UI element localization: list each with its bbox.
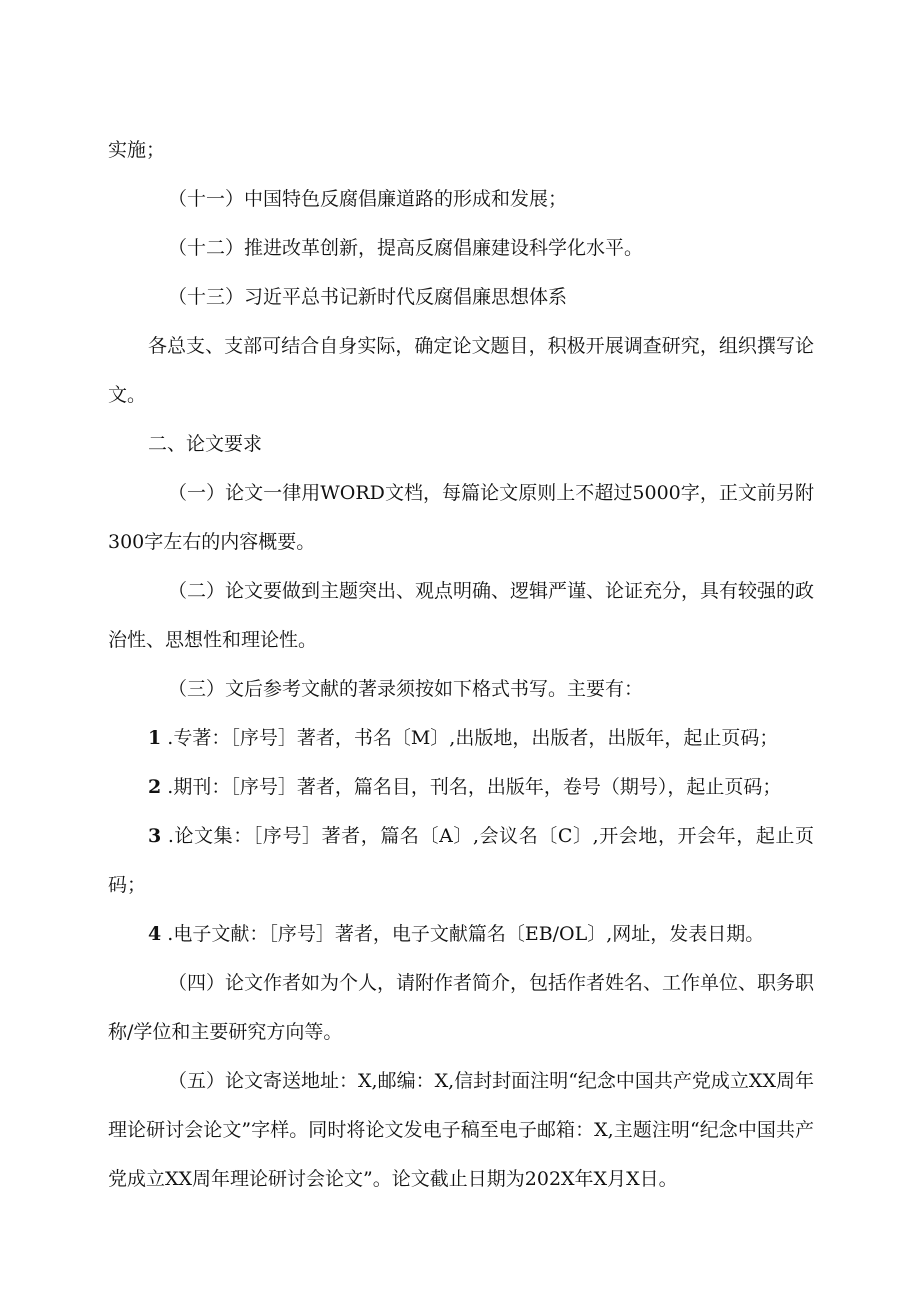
reference-text: .论文集：［序号］著者，篇名〔A〕,会议名〔C〕,开会地，开会年，起止页码； xyxy=(108,825,814,896)
reference-text: .电子文献：［序号］著者，电子文献篇名〔EB/OL〕,网址，发表日期。 xyxy=(167,923,765,945)
reference-text: .专著：［序号］著者，书名〔M〕,出版地，出版者，出版年，起止页码； xyxy=(167,727,779,749)
paragraph-instruction: 各总支、支部可结合自身实际，确定论文题目，积极开展调查研究，组织撰写论文。 xyxy=(108,335,814,406)
paragraph-continuation: 实施； xyxy=(108,139,166,161)
reference-format-3 xyxy=(108,812,814,910)
list-item-12: （十二）推进改革创新，提高反腐倡廉建设科学化水平。 xyxy=(168,237,644,259)
section-heading: 二、论文要求 xyxy=(148,433,263,455)
reference-format-2 xyxy=(108,763,814,812)
requirement-1: （一）论文一律用WORD文档，每篇论文原则上不超过5000字，正文前另附300字左右的内容概要。 xyxy=(108,482,814,553)
list-item-11: （十一）中国特色反腐倡廉道路的形成和发展； xyxy=(168,188,568,210)
reference-number: 2 xyxy=(148,776,162,798)
document-page xyxy=(108,126,814,1204)
requirement-5: （五）论文寄送地址：X,邮编：X,信封封面注明“纪念中国共产党成立XX周年理论研讨会论文”字样。同时将论文发电子稿至电子邮箱：X,主题注明“纪念中国共产党成立XX周年理论研讨会论文”。论文截止日期为202X年X月X日。 xyxy=(108,1070,814,1190)
reference-number: 1 xyxy=(148,727,162,749)
reference-number: 4 xyxy=(148,923,162,945)
requirement-2: （二）论文要做到主题突出、观点明确、逻辑严谨、论证充分，具有较强的政治性、思想性和理论性。 xyxy=(108,580,815,651)
reference-text: .期刊：［序号］著者，篇名目，刊名，出版年，卷号（期号），起止页码； xyxy=(167,776,782,798)
requirement-4: （四）论文作者如为个人，请附作者简介，包括作者姓名、工作单位、职务职称/学位和主要研究方向等。 xyxy=(108,972,815,1043)
reference-number: 3 xyxy=(148,825,162,847)
reference-format-4 xyxy=(108,910,814,959)
reference-format-1 xyxy=(108,714,814,763)
list-item-13: （十三）习近平总书记新时代反腐倡廉思想体系 xyxy=(168,286,568,308)
requirement-3: （三）文后参考文献的著录须按如下格式书写。主要有： xyxy=(168,678,644,700)
